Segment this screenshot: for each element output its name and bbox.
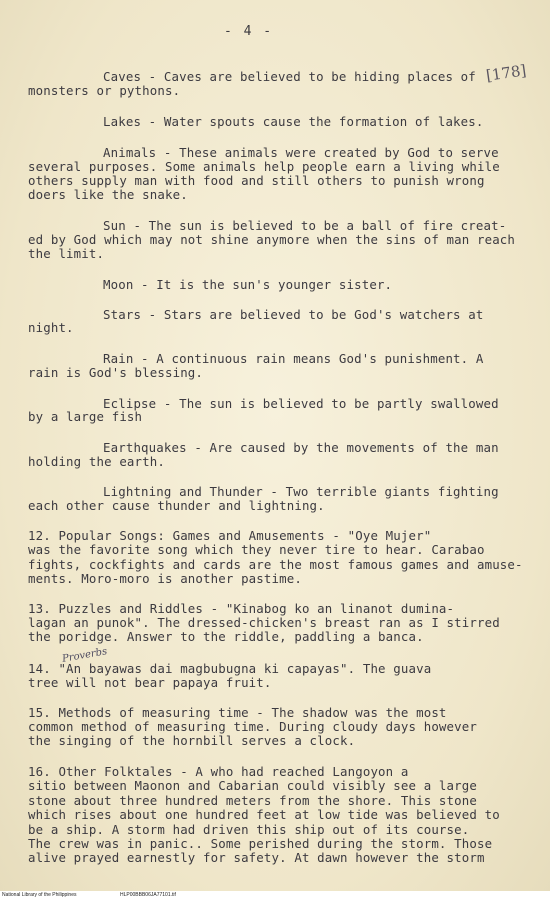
text-line: alive prayed earnestly for safety. At dawn however the storm — [28, 850, 485, 865]
footer-file-code: HLP00BBB06JA77101.tif — [120, 892, 176, 898]
text-line: ed by God which may not shine anymore when the sins of man reach — [28, 232, 516, 247]
text-line: Rain - A continuous rain means God's punishment. A — [103, 351, 484, 366]
catalog-mark: [178] — [484, 61, 528, 85]
text-line: 13. Puzzles and Riddles - "Kinabog ko an linanot dumina- — [28, 601, 455, 616]
text-line: rain is God's blessing. — [28, 365, 204, 380]
footer-bar — [0, 891, 550, 900]
handwritten-note: Proverbs — [61, 646, 109, 665]
text-line: the poridge. Answer to the riddle, paddling a banca. — [28, 629, 424, 644]
text-line: the limit. — [28, 246, 105, 261]
text-line: Sun - The sun is believed to be a ball of fire creat- — [103, 218, 507, 233]
page-number: - 4 - — [224, 24, 274, 39]
text-line: Eclipse - The sun is believed to be partly swallowed — [103, 396, 499, 411]
text-line: doers like the snake. — [28, 187, 188, 202]
text-line: Lakes - Water spouts cause the formation of lakes. — [103, 114, 484, 129]
text-line: was the favorite song which they never tire to hear. Carabao — [28, 542, 485, 557]
text-line: 14. "An bayawas dai magbubugna ki capayas". The guava — [28, 661, 432, 676]
text-line: Earthquakes - Are caused by the movements of the man — [103, 440, 499, 455]
text-line: Animals - These animals were created by God to serve — [103, 145, 499, 160]
text-line: The crew was in panic.. Some perished during the storm. Those — [28, 836, 493, 851]
text-line: holding the earth. — [28, 454, 165, 469]
text-line: Caves - Caves are believed to be hiding places of — [103, 69, 476, 84]
text-line: common method of measuring time. During cloudy days however — [28, 719, 477, 734]
text-line: sitio between Maonon and Cabarian could visibly see a large — [28, 778, 477, 793]
footer-library: National Library of the Philippines — [2, 892, 77, 898]
text-line: stone about three hundred meters from the shore. This stone — [28, 793, 477, 808]
text-line: lagan an punok". The dressed-chicken's breast ran as I stirred — [28, 615, 500, 630]
text-line: fights, cockfights and cards are the most famous games and amuse- — [28, 557, 523, 572]
text-line: tree will not bear papaya fruit. — [28, 675, 272, 690]
text-line: Moon - It is the sun's younger sister. — [103, 277, 393, 292]
text-line: be a ship. A storm had driven this ship out of its course. — [28, 822, 470, 837]
text-line: others supply man with food and still others to punish wrong — [28, 173, 485, 188]
text-line: 12. Popular Songs: Games and Amusements - "Oye Mujer" — [28, 528, 432, 543]
text-line: night. — [28, 320, 74, 335]
text-line: by a large fish — [28, 409, 143, 424]
text-line: 16. Other Folktales - A who had reached Langoyon a — [28, 764, 409, 779]
text-line: several purposes. Some animals help people earn a living while — [28, 159, 500, 174]
text-line: which rises about one hundred feet at low tide was believed to — [28, 807, 500, 822]
text-line: Lightning and Thunder - Two terrible giants fighting — [103, 484, 499, 499]
text-line: Stars - Stars are believed to be God's watchers at — [103, 307, 484, 322]
text-line: 15. Methods of measuring time - The shadow was the most — [28, 705, 447, 720]
text-line: each other cause thunder and lightning. — [28, 498, 325, 513]
text-line: monsters or pythons. — [28, 83, 181, 98]
text-line: ments. Moro-moro is another pastime. — [28, 571, 302, 586]
text-line: the singing of the hornbill serves a clock. — [28, 733, 356, 748]
